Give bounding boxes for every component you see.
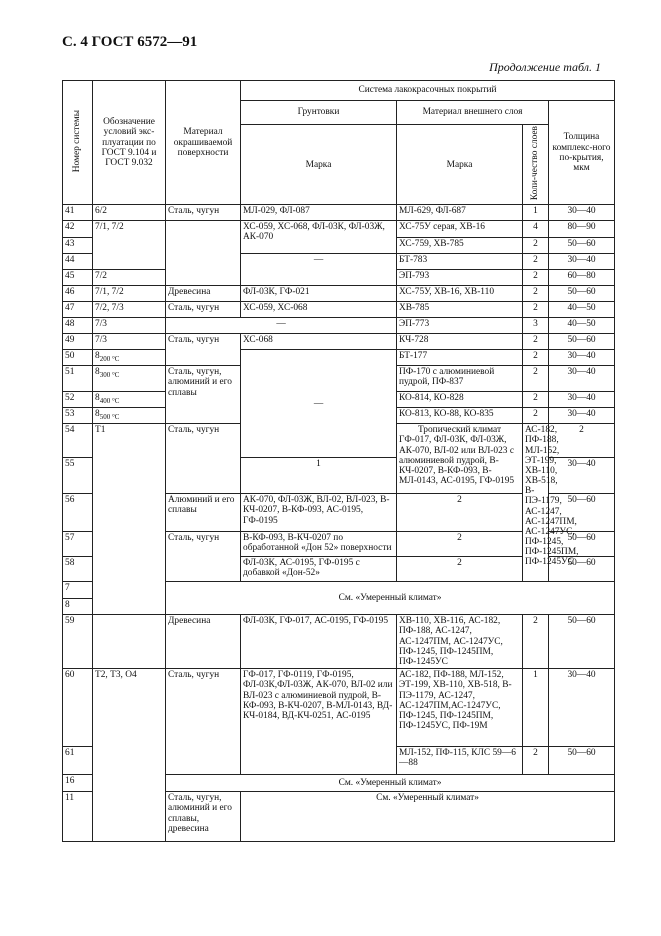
header-mark: Марка <box>397 125 523 205</box>
cell-layers: 2 <box>523 366 549 392</box>
cell-num: 54 <box>63 424 93 458</box>
cell-num: 56 <box>63 494 93 532</box>
cell-outer: БТ-783 <box>397 254 523 270</box>
cell-layers: 1 <box>241 458 397 494</box>
cell-layers: 2 <box>549 424 615 458</box>
cell-primer: ХС-059, ХС-068 <box>241 302 397 318</box>
cell-mat: Древесина <box>166 615 241 669</box>
cell-primer: В-КФ-093, В-КЧ-0207 по обработанной «Дон 52» поверхности <box>241 532 397 557</box>
cell-primer: МЛ-029, ФЛ-087 <box>241 205 397 221</box>
cell-mat: Сталь, чугун <box>166 205 241 221</box>
cell-layers: 2 <box>523 270 549 286</box>
cell-mat: Сталь, чугун <box>166 532 241 582</box>
coatings-table <box>62 80 615 842</box>
cell-num: 49 <box>63 334 93 350</box>
cell-outer: КЧ-728 <box>397 334 523 350</box>
header-mark: Марка <box>241 125 397 205</box>
cell-layers: 2 <box>523 254 549 270</box>
cell-num: 11 <box>63 792 93 842</box>
cell-mat: Сталь, чугун <box>166 334 241 366</box>
header-primers: Грунтовки <box>241 101 397 125</box>
header-material: Материал окрашиваемой поверхности <box>166 81 241 205</box>
table-row <box>63 205 615 221</box>
cell-layers: 2 <box>523 302 549 318</box>
cell-thick: 50—60 <box>549 747 615 775</box>
header-thickness: Толщина комплекс-ного по-крытия, мкм <box>549 101 615 205</box>
see-temperate-climate: См. «Умеренный климат» <box>166 775 615 792</box>
cell-outer: МЛ-152, ПФ-115, КЛС 59—6—88 <box>397 747 523 775</box>
cell-outer: КО-813, КО-88, КО-835 <box>397 408 523 424</box>
cell-cond: 7/1, 7/2 <box>93 286 166 302</box>
cell-primer: АК-070, ФЛ-03Ж, ВЛ-02, ВЛ-023, В-КЧ-0207, В-КФ-093, АС-0195, ГФ-0195 <box>241 494 397 532</box>
cell-primer: — <box>241 350 397 458</box>
cell-primer: ФЛ-03К, ГФ-017, АС-0195, ГФ-0195 <box>241 615 397 669</box>
header-sys-num: Номер системы <box>63 81 93 205</box>
header-layers: Коли-чество слоев <box>523 125 549 205</box>
see-temperate-climate: См. «Умеренный климат» <box>241 792 615 842</box>
cell-primer <box>397 424 523 494</box>
table-row <box>63 318 615 334</box>
cell-outer: ЭП-793 <box>397 270 523 286</box>
cell-mat: Сталь, чугун, алюминий и его сплавы, древесина <box>166 792 241 842</box>
cell-num: 16 <box>63 775 93 792</box>
cell-cond: 6/2 <box>93 205 166 221</box>
primer-list: ГФ-017, ФЛ-03К, ФЛ-03Ж, АК-070, ВЛ-02 или ВЛ-023 с алюминиевой пудрой, В-КЧ-0207, В-КФ-093, В-МЛ-0143, АС-0195, ГФ-0195 <box>399 435 515 487</box>
cell-num: 43 <box>63 238 93 254</box>
cell-num: 55 <box>63 458 93 494</box>
cell-thick: 30—40 <box>549 254 615 270</box>
see-temperate-climate: См. «Умеренный климат» <box>166 582 615 615</box>
table-continuation-label: Продолжение табл. 1 <box>489 60 601 74</box>
cell-outer: ЭП-773 <box>397 318 523 334</box>
header-row <box>63 81 615 101</box>
cell-cond <box>93 615 166 669</box>
cell-thick: 30—40 <box>549 366 615 392</box>
cell-primer: ХС-068 <box>241 334 397 350</box>
cell-primer: — <box>166 318 397 334</box>
cell-num: 52 <box>63 392 93 408</box>
table-row <box>63 286 615 302</box>
cell-outer: БТ-177 <box>397 350 523 366</box>
cell-thick: 50—60 <box>549 286 615 302</box>
cell-num: 42 <box>63 221 93 238</box>
cell-outer: ХС-75У, ХВ-16, ХВ-110 <box>397 286 523 302</box>
cell-thick: 50—60 <box>549 238 615 254</box>
cell-num: 47 <box>63 302 93 318</box>
cell-cond: $8_{300 ^\circ С}$ <box>93 366 166 392</box>
cell-num: 51 <box>63 366 93 392</box>
cell-thick: 50—60 <box>549 615 615 669</box>
cell-thick: 50—60 <box>549 494 615 532</box>
table-row <box>63 669 615 747</box>
cell-outer: МЛ-629, ФЛ-687 <box>397 205 523 221</box>
page-header: С. 4 ГОСТ 6572—91 <box>62 34 198 50</box>
cell-num: 58 <box>63 557 93 582</box>
cell-mat: Сталь, чугун, алюминий и его сплавы <box>166 366 241 424</box>
cell-thick: 30—40 <box>549 392 615 408</box>
cell-layers: 2 <box>523 392 549 408</box>
cell-cond: $8_{200 ^\circ С}$ <box>93 350 166 366</box>
cell-outer: ХС-75У серая, ХВ-16 <box>397 221 523 238</box>
cell-layers: 2 <box>397 532 523 557</box>
cell-num: 7 <box>63 582 93 599</box>
cell-primer: ГФ-017, ГФ-0119, ГФ-0195, ФЛ-03К,ФЛ-03Ж, АК-070, ВЛ-02 или ВЛ-023 с алюминиевой пудрой, В-КФ-093, В-КЧ-0207, В-МЛ-0143, ВД-КЧ-0184, ВД-КЧ-0251, АС-0195 <box>241 669 397 775</box>
cell-mat: Алюминий и его сплавы <box>166 494 241 532</box>
cell-cond: Т2, Т3, О4 <box>93 669 166 842</box>
cell-mat: Сталь, чугун <box>166 424 241 494</box>
cell-layers: 2 <box>523 286 549 302</box>
cell-thick: 30—40 <box>549 350 615 366</box>
cell-cond: 7/3 <box>93 334 166 350</box>
cell-primer: — <box>241 254 397 286</box>
cell-mat: Сталь, чугун <box>166 302 241 318</box>
cell-layers: 2 <box>523 238 549 254</box>
cell-num: 61 <box>63 747 93 775</box>
header-conditions: Обозначение условий экс-плуатации по ГОСТ 9.104 и ГОСТ 9.032 <box>93 81 166 205</box>
cell-thick: 80—90 <box>549 221 615 238</box>
cell-layers: 2 <box>397 494 523 532</box>
cell-num: 53 <box>63 408 93 424</box>
cell-outer: АС-182, ПФ-188, МЛ-152, ЭТ-199, ХВ-110, ХВ-518, В-ПЭ-1179, АС-1247, АС-1247ПМ,АС-1247УС, ПФ-1245, ПФ-1245ПМ, ПФ-1245УС, ПФ-19М <box>397 669 523 747</box>
cell-thick: 30—40 <box>549 205 615 221</box>
cell-layers: 4 <box>523 221 549 238</box>
cell-mat: Древесина <box>166 286 241 302</box>
cell-primer: ФЛ-03К, ГФ-021 <box>241 286 397 302</box>
cell-outer: ХС-759, ХВ-785 <box>397 238 523 254</box>
table-row <box>63 302 615 318</box>
table-row <box>63 334 615 350</box>
cell-layers: 2 <box>523 615 549 669</box>
table-row <box>63 615 615 669</box>
cell-thick: 30—40 <box>549 669 615 747</box>
cell-layers: 2 <box>523 350 549 366</box>
cell-num: 45 <box>63 270 93 286</box>
cell-primer: ФЛ-03К, АС-0195, ГФ-0195 с добавкой «Дон-52» <box>241 557 397 582</box>
tropical-climate-title: Тропический климат <box>417 425 502 436</box>
cell-layers: 2 <box>523 334 549 350</box>
cell-cond: 7/2 <box>93 270 166 286</box>
table-row <box>63 221 615 238</box>
cell-thick: 30—40 <box>549 458 615 494</box>
header-system: Система лакокрасочных покрытий <box>241 81 615 101</box>
cell-layers: 1 <box>523 205 549 221</box>
cell-thick: 40—50 <box>549 318 615 334</box>
cell-thick: 50—60 <box>549 334 615 350</box>
cell-thick: 50—60 <box>549 532 615 557</box>
cell-outer: АС-182, ПФ-188, МЛ-152, ЭТ-199, ХВ-110, ХВ-518, В-ПЭ-1179, АС-1247, АС-1247ПМ, АС-1247УС, ПФ-1245, ПФ-1245ПМ, ПФ-1245УС <box>523 424 549 582</box>
cell-layers: 1 <box>523 669 549 747</box>
cell-cond: Т1 <box>93 424 166 615</box>
cell-thick: 60—80 <box>549 270 615 286</box>
cell-layers: 2 <box>523 747 549 775</box>
cell-mat: Сталь, чугун <box>166 669 241 775</box>
cell-cond: $8_{500 ^\circ С}$ <box>93 408 166 424</box>
cell-outer: ХВ-785 <box>397 302 523 318</box>
cell-cond: $8_{400 ^\circ С}$ <box>93 392 166 408</box>
cell-mat <box>166 221 241 286</box>
table-row <box>63 350 615 366</box>
cell-thick: 30—40 <box>549 408 615 424</box>
cell-cond: 7/3 <box>93 318 166 334</box>
cell-outer: ХВ-110, ХВ-116, АС-182, ПФ-188, АС-1247, АС-1247ПМ, АС-1247УС, ПФ-1245, ПФ-1245ПМ, ПФ-1245УС <box>397 615 523 669</box>
cell-num: 44 <box>63 254 93 270</box>
cell-num: 41 <box>63 205 93 221</box>
cell-cond: 7/1, 7/2 <box>93 221 166 270</box>
coatings-table-wrapper <box>62 80 614 842</box>
cell-num: 46 <box>63 286 93 302</box>
cell-num: 8 <box>63 599 93 615</box>
cell-layers: 2 <box>523 408 549 424</box>
cell-num: 59 <box>63 615 93 669</box>
cell-thick: 50—60 <box>549 557 615 582</box>
cell-num: 60 <box>63 669 93 747</box>
cell-num: 48 <box>63 318 93 334</box>
cell-outer: КО-814, КО-828 <box>397 392 523 408</box>
header-outer: Материал внешнего слоя <box>397 101 549 125</box>
cell-num: 50 <box>63 350 93 366</box>
cell-layers: 3 <box>523 318 549 334</box>
cell-outer: ПФ-170 с алюминиевой пудрой, ПФ-837 <box>397 366 523 392</box>
cell-primer: ХС-059, ХС-068, ФЛ-03К, ФЛ-03Ж, АК-070 <box>241 221 397 254</box>
cell-thick: 40—50 <box>549 302 615 318</box>
cell-cond: 7/2, 7/3 <box>93 302 166 318</box>
cell-num: 57 <box>63 532 93 557</box>
cell-layers: 2 <box>397 557 523 582</box>
